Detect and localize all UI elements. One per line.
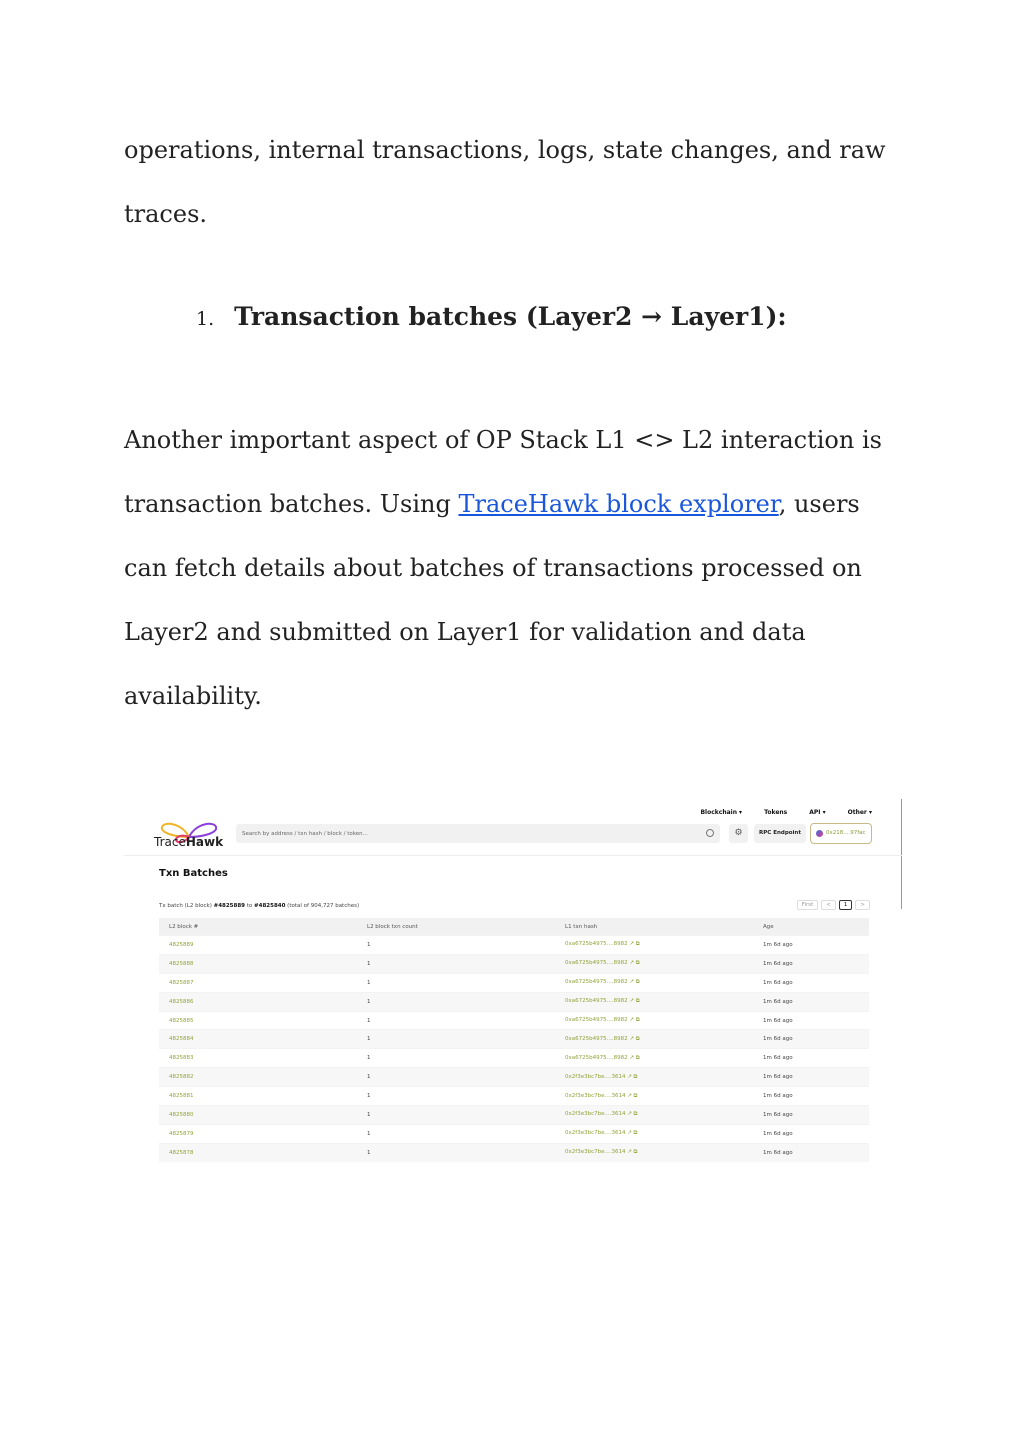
l2-block-link[interactable]: 4825878	[159, 1143, 357, 1161]
txn-count: 1	[357, 1087, 555, 1106]
txn-count: 1	[357, 1143, 555, 1161]
explorer-screenshot	[124, 799, 902, 1156]
l1-hash-link[interactable]: 0xa6725b4975....8982 ↗ ⧉	[555, 1011, 753, 1030]
age: 1m 6d ago	[753, 1030, 869, 1049]
txn-count: 1	[357, 1068, 555, 1087]
rpc-endpoint-button[interactable]: RPC Endpoint	[754, 824, 806, 843]
l1-hash-link[interactable]: 0xa6725b4975....8982 ↗ ⧉	[555, 1049, 753, 1068]
table-row	[159, 1030, 869, 1049]
txn-count: 1	[357, 936, 555, 955]
batches-table	[159, 918, 869, 1162]
l1-hash-link[interactable]: 0xa6725b4975....8982 ↗ ⧉	[555, 1030, 753, 1049]
pagination	[797, 900, 870, 910]
logo-wordmark: TraceHawk	[154, 835, 224, 849]
age: 1m 6d ago	[753, 1011, 869, 1030]
l2-block-link[interactable]: 4825889	[159, 936, 357, 955]
l1-hash-link[interactable]: 0xa6725b4975....8982 ↗ ⧉	[555, 954, 753, 973]
l2-block-link[interactable]: 4825884	[159, 1030, 357, 1049]
pager-prev[interactable]: <	[821, 900, 836, 910]
pager-next[interactable]: >	[855, 900, 870, 910]
l1-hash-link[interactable]: 0x2f3e3bc7be....3614 ↗ ⧉	[555, 1106, 753, 1125]
l1-hash-link[interactable]: 0xa6725b4975....8982 ↗ ⧉	[555, 992, 753, 1011]
table-header	[159, 918, 869, 936]
l2-block-link[interactable]: 4825880	[159, 1106, 357, 1125]
l2-block-link[interactable]: 4825879	[159, 1124, 357, 1143]
screenshot-edge	[901, 799, 902, 909]
age: 1m 6d ago	[753, 1087, 869, 1106]
pager-current[interactable]: 1	[839, 900, 853, 910]
txn-count: 1	[357, 954, 555, 973]
pager-first[interactable]: First	[797, 900, 819, 910]
nav-other[interactable]: Other ▾	[847, 809, 872, 816]
table-row	[159, 954, 869, 973]
txn-count: 1	[357, 992, 555, 1011]
nav-blockchain[interactable]: Blockchain ▾	[700, 809, 743, 816]
col-age: Age	[753, 918, 869, 936]
batch-range-summary: Tx batch (L2 block) #4825889 to #4825840 (total of 904,727 batches)	[159, 903, 360, 909]
l1-hash-link[interactable]: 0x2f3e3bc7be....3614 ↗ ⧉	[555, 1124, 753, 1143]
age: 1m 6d ago	[753, 954, 869, 973]
search-placeholder: Search by address / txn hash / block / token...	[242, 830, 368, 837]
list-heading	[196, 302, 787, 331]
table-row	[159, 1124, 869, 1143]
page-title: Txn Batches	[159, 868, 228, 879]
paragraph-intro: operations, internal transactions, logs, state changes, and raw traces.	[124, 136, 886, 228]
tracehawk-link[interactable]: TraceHawk block explorer	[458, 490, 779, 518]
wallet-avatar-icon	[816, 830, 823, 837]
paragraph-text-before: Another important aspect of OP Stack L1 <> L2 interaction is transaction batches. Using	[124, 426, 882, 518]
age: 1m 6d ago	[753, 1124, 869, 1143]
col-txn-count: L2 block txn count	[357, 918, 555, 936]
txn-count: 1	[357, 1106, 555, 1125]
txn-count: 1	[357, 1049, 555, 1068]
txn-count: 1	[357, 1011, 555, 1030]
table-row	[159, 992, 869, 1011]
search-icon	[706, 829, 714, 837]
table-row	[159, 973, 869, 992]
section-heading: Transaction batches (Layer2 → Layer1):	[234, 302, 787, 331]
table-row	[159, 1106, 869, 1125]
paragraph-text-after: , users can fetch details about batches of transactions processed on Layer2 and submitted on Layer1 for validation and data availability.	[124, 490, 862, 710]
l2-block-link[interactable]: 4825883	[159, 1049, 357, 1068]
l2-block-link[interactable]: 4825885	[159, 1011, 357, 1030]
search-input[interactable]	[236, 824, 720, 843]
txn-count: 1	[357, 973, 555, 992]
table-row	[159, 1087, 869, 1106]
wallet-button[interactable]	[810, 823, 872, 844]
l2-block-link[interactable]: 4825888	[159, 954, 357, 973]
gear-icon[interactable]: ⚙	[729, 824, 748, 843]
table-body	[159, 936, 869, 1162]
top-nav	[700, 809, 872, 816]
age: 1m 6d ago	[753, 1068, 869, 1087]
age: 1m 6d ago	[753, 1143, 869, 1161]
l1-hash-link[interactable]: 0xa6725b4975....8982 ↗ ⧉	[555, 936, 753, 955]
age: 1m 6d ago	[753, 1049, 869, 1068]
table-row	[159, 1049, 869, 1068]
age: 1m 6d ago	[753, 992, 869, 1011]
l1-hash-link[interactable]: 0x2f3e3bc7be....3614 ↗ ⧉	[555, 1143, 753, 1161]
l1-hash-link[interactable]: 0x2f3e3bc7be....3614 ↗ ⧉	[555, 1087, 753, 1106]
txn-count: 1	[357, 1030, 555, 1049]
age: 1m 6d ago	[753, 1106, 869, 1125]
list-number: 1.	[196, 308, 215, 330]
wallet-address: 0x218....97fac	[826, 830, 866, 836]
table-row	[159, 1143, 869, 1161]
l1-hash-link[interactable]: 0x2f3e3bc7be....3614 ↗ ⧉	[555, 1068, 753, 1087]
col-l1-hash: L1 txn hash	[555, 918, 753, 936]
table-row	[159, 1011, 869, 1030]
paragraph-batches	[124, 408, 904, 728]
age: 1m 6d ago	[753, 973, 869, 992]
table-row	[159, 1068, 869, 1087]
header-divider	[124, 855, 902, 856]
l2-block-link[interactable]: 4825881	[159, 1087, 357, 1106]
nav-api[interactable]: API ▾	[809, 809, 826, 816]
nav-tokens[interactable]: Tokens	[764, 809, 788, 816]
age: 1m 6d ago	[753, 936, 869, 955]
l1-hash-link[interactable]: 0xa6725b4975....8982 ↗ ⧉	[555, 973, 753, 992]
l2-block-link[interactable]: 4825882	[159, 1068, 357, 1087]
l2-block-link[interactable]: 4825887	[159, 973, 357, 992]
col-l2-block: L2 block #	[159, 918, 357, 936]
table-row	[159, 936, 869, 955]
txn-count: 1	[357, 1124, 555, 1143]
l2-block-link[interactable]: 4825886	[159, 992, 357, 1011]
